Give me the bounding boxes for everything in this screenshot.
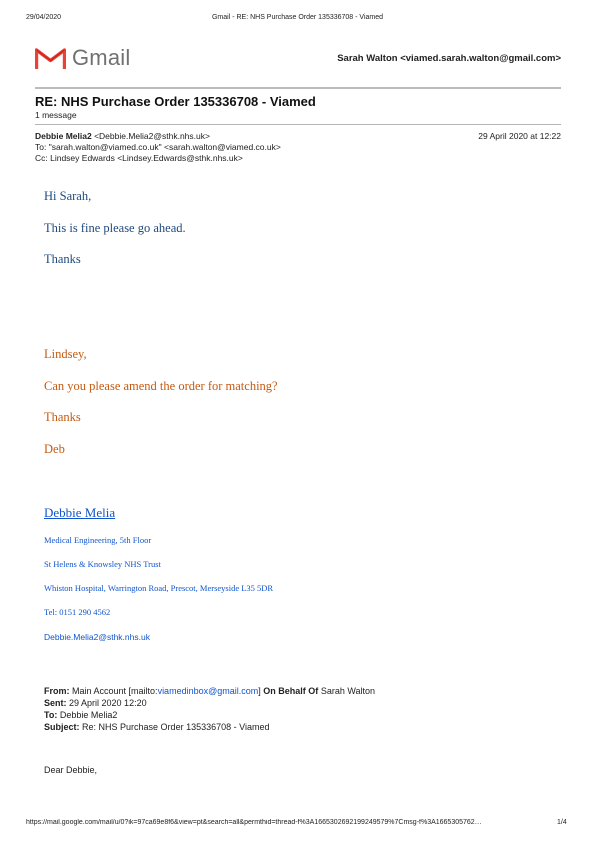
sign-off-deb: Deb bbox=[44, 442, 65, 456]
account-identity: Sarah Walton <viamed.sarah.walton@gmail.com> bbox=[337, 53, 561, 64]
greeting-sarah: Hi Sarah, bbox=[44, 189, 92, 203]
quoted-sent-value: 29 April 2020 12:20 bbox=[69, 698, 147, 708]
message-date: 29 April 2020 at 12:22 bbox=[478, 131, 561, 141]
quoted-behalf-label: On Behalf Of bbox=[263, 686, 319, 696]
greeting-debbie: Dear Debbie, bbox=[44, 765, 98, 775]
quoted-sent-label: Sent: bbox=[44, 698, 67, 708]
signature-org: St Helens & Knowsley NHS Trust bbox=[44, 559, 161, 569]
sender-email: <Debbie.Melia2@sthk.nhs.uk> bbox=[94, 131, 210, 141]
print-title: Gmail - RE: NHS Purchase Order 135336708 - Viamed bbox=[211, 14, 384, 21]
quoted-to-line bbox=[44, 710, 117, 720]
signature-email-link[interactable]: Debbie.Melia2@sthk.nhs.uk bbox=[44, 632, 150, 642]
quoted-from-line bbox=[44, 686, 375, 696]
quoted-from-close: ] bbox=[258, 686, 261, 696]
cc-line: Cc: Lindsey Edwards <Lindsey.Edwards@sthk.nhs.uk> bbox=[35, 153, 243, 163]
quoted-to-value: Debbie Melia2 bbox=[59, 710, 118, 720]
quoted-to-label: To: bbox=[44, 710, 58, 720]
gmail-m-icon bbox=[35, 47, 66, 70]
gmail-wordmark: Gmail bbox=[72, 45, 131, 70]
signature-address: Whiston Hospital, Warrington Road, Prescot, Merseyside L35 5DR bbox=[44, 583, 274, 593]
to-line: To: "sarah.walton@viamed.co.uk" <sarah.walton@viamed.co.uk> bbox=[35, 142, 281, 152]
signature-tel: Tel: 0151 290 4562 bbox=[44, 607, 111, 617]
signature-name-link[interactable]: Debbie Melia bbox=[44, 505, 116, 520]
divider-top bbox=[35, 87, 561, 89]
quoted-subject-line bbox=[44, 722, 269, 732]
message-count: 1 message bbox=[35, 110, 77, 120]
quoted-subject-value: Re: NHS Purchase Order 135336708 - Viamed bbox=[82, 722, 270, 732]
quoted-sent-line bbox=[44, 698, 147, 708]
greeting-lindsey: Lindsey, bbox=[44, 347, 87, 361]
divider-message bbox=[35, 124, 561, 125]
print-date: 29/04/2020 bbox=[26, 14, 62, 21]
page-number: 1/4 bbox=[557, 819, 567, 826]
approval-text: This is fine please go ahead. bbox=[44, 221, 186, 235]
quoted-subject-label: Subject: bbox=[44, 722, 80, 732]
quoted-from-email-link[interactable]: viamedinbox@gmail.com bbox=[157, 686, 259, 696]
gmail-logo[interactable] bbox=[35, 45, 130, 71]
thanks-blue: Thanks bbox=[44, 252, 81, 266]
sender-line bbox=[35, 131, 210, 141]
thread-subject: RE: NHS Purchase Order 135336708 - Viamed bbox=[35, 94, 316, 109]
quoted-from-value: Main Account [mailto: bbox=[72, 686, 158, 696]
request-text: Can you please amend the order for matching? bbox=[44, 379, 278, 393]
thanks-orange: Thanks bbox=[44, 410, 81, 424]
quoted-from-label: From: bbox=[44, 686, 70, 696]
signature-dept: Medical Engineering, 5th Floor bbox=[44, 535, 152, 545]
print-url: https://mail.google.com/mail/u/0?ik=97ca69e8f6&view=pt&search=all&permthid=thread-f%3A1665302692199249579%7Cmsg-f%3A1665305762… bbox=[26, 819, 482, 826]
sender-name: Debbie Melia2 bbox=[35, 131, 92, 141]
quoted-behalf-value: Sarah Walton bbox=[320, 686, 376, 696]
